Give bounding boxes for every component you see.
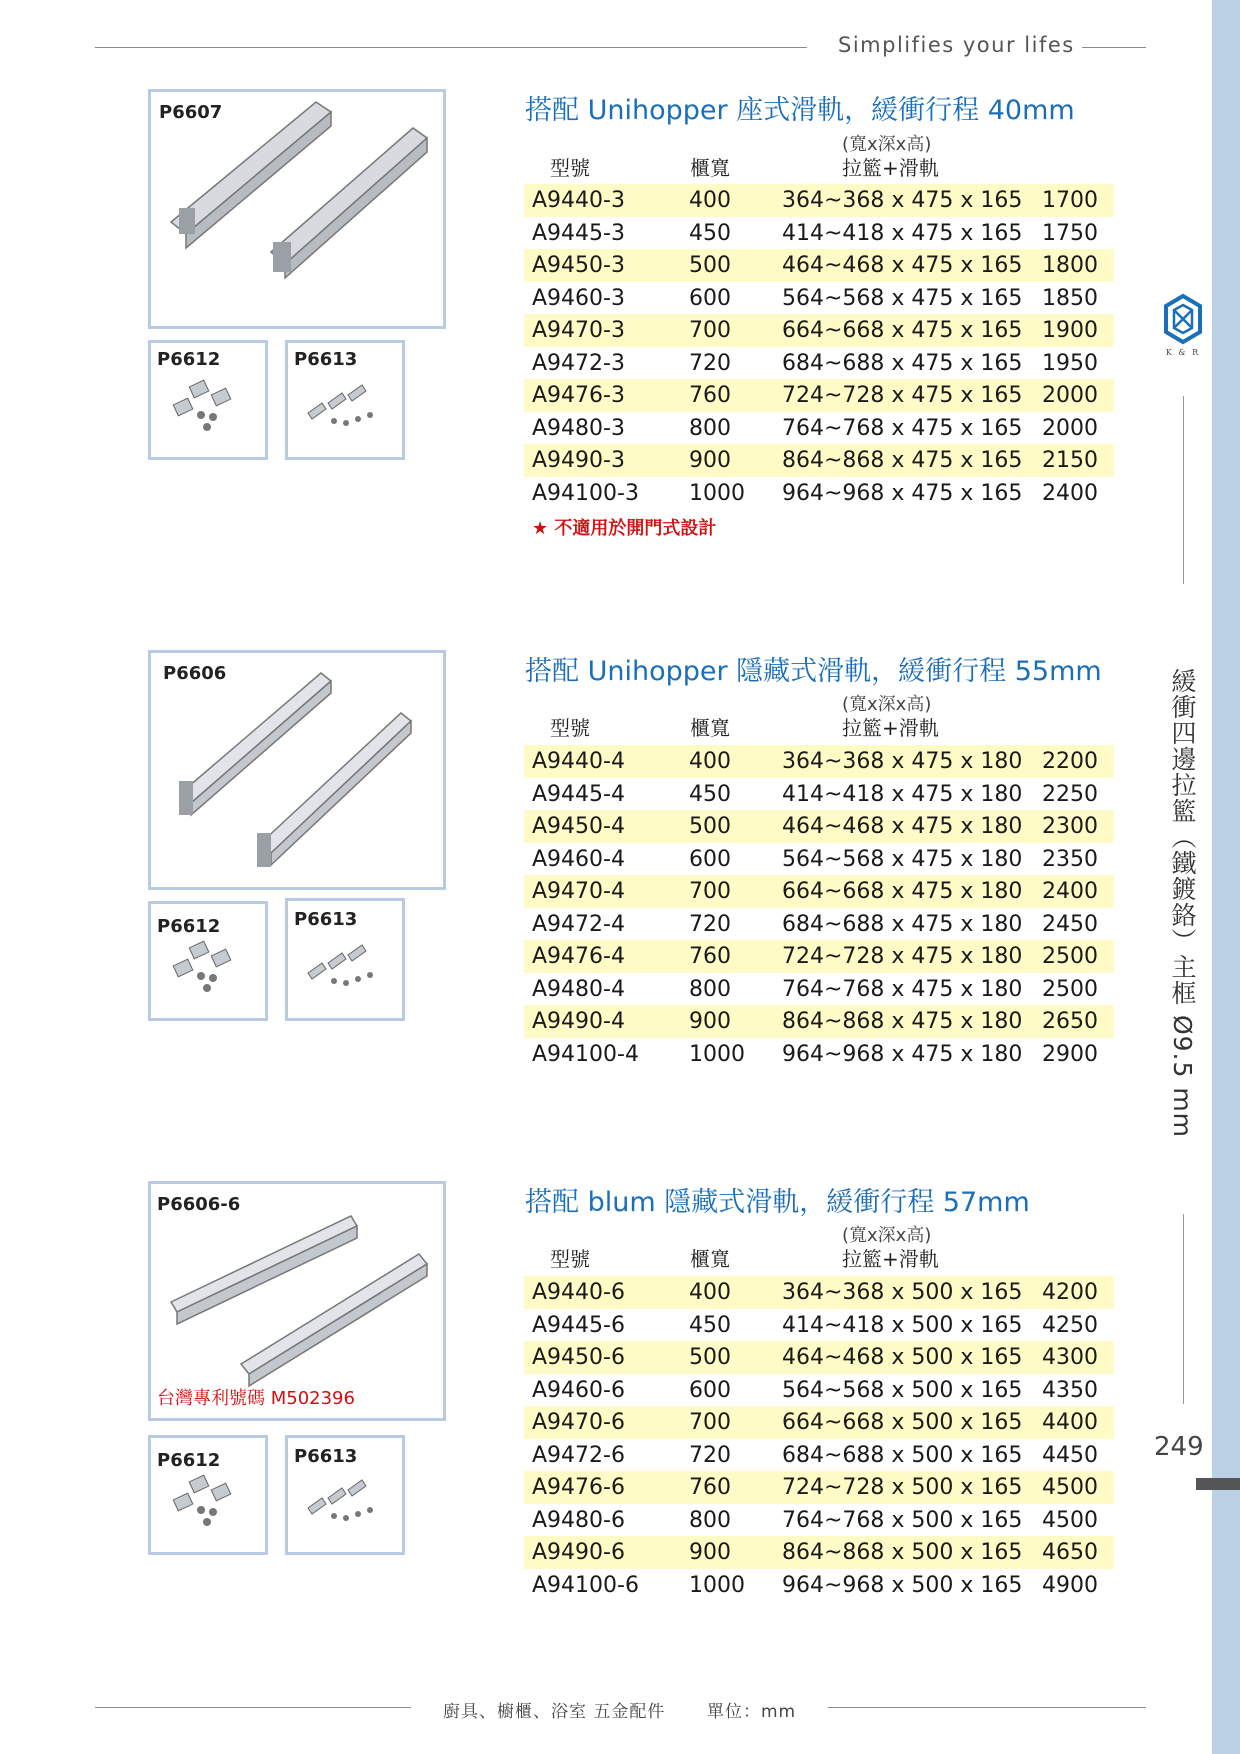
col-header-width: 櫃寬 (690, 156, 730, 180)
brand-logo-text: K & R (1165, 348, 1201, 357)
header-rule-right (1082, 47, 1146, 48)
table-row: A94100-4 1000 964~968 x 475 x 180 2900 (532, 1041, 1098, 1067)
product-image-main (148, 650, 446, 890)
table-row: A9476-6 760 724~728 x 500 x 165 4500 (524, 1471, 1114, 1504)
image-label: P6606-6 (157, 1194, 241, 1215)
bracket-set-icon (288, 343, 402, 457)
col-header-dims: 拉籃+滑軌 (842, 156, 939, 180)
table-row: A94100-6 1000 964~968 x 500 x 165 4900 (532, 1572, 1098, 1598)
table-row: A9460-3 600 564~568 x 475 x 165 1850 (532, 285, 1098, 311)
table-row: A9460-4 600 564~568 x 475 x 180 2350 (532, 846, 1098, 872)
accessory-image-p6613 (285, 898, 405, 1021)
footer-rule-right (828, 1707, 1146, 1708)
image-label: P6607 (159, 102, 223, 123)
table-row: A9450-3 500 464~468 x 475 x 165 1800 (524, 249, 1114, 282)
table-row: A9476-4 760 724~728 x 475 x 180 2500 (524, 940, 1114, 973)
accessory-image-p6612 (148, 1435, 268, 1555)
clip-set-icon (151, 343, 265, 457)
image-label: P6612 (157, 916, 221, 937)
table-row: A9472-4 720 684~688 x 475 x 180 2450 (532, 911, 1098, 937)
header-tagline: Simplifies your lifes (838, 33, 1075, 57)
spec-table (524, 184, 1114, 509)
table-row: A9440-4 400 364~368 x 475 x 180 2200 (524, 745, 1114, 778)
table-row: A9480-3 800 764~768 x 475 x 165 2000 (532, 415, 1098, 441)
table-row: A9450-4 500 464~468 x 475 x 180 2300 (524, 810, 1114, 843)
bracket-set-icon (288, 901, 402, 1018)
clip-set-icon (151, 904, 265, 1018)
col-header-width: 櫃寬 (690, 1247, 730, 1271)
table-row: A9470-4 700 664~668 x 475 x 180 2400 (524, 875, 1114, 908)
slide-rail-pair-icon (151, 92, 443, 326)
footer-rule-left (95, 1707, 411, 1708)
table-row: A9470-3 700 664~668 x 475 x 165 1900 (524, 314, 1114, 347)
image-label: P6612 (157, 349, 221, 370)
footer-category: 廚具、櫥櫃、浴室 五金配件 (443, 1702, 666, 1722)
accessory-image-p6613 (285, 340, 405, 460)
table-row: A9460-6 600 564~568 x 500 x 165 4350 (532, 1377, 1098, 1403)
table-row: A9490-6 900 864~868 x 500 x 165 4650 (524, 1536, 1114, 1569)
footer-unit: 單位：mm (707, 1702, 797, 1722)
accessory-image-p6613 (285, 1435, 405, 1555)
side-rule-bottom (1183, 1214, 1184, 1404)
dims-note: (寬x深x高) (842, 1225, 932, 1246)
col-header-model: 型號 (550, 1247, 590, 1271)
product-image-main (148, 1181, 446, 1421)
col-header-model: 型號 (550, 156, 590, 180)
table-row: A9445-6 450 414~418 x 500 x 165 4250 (532, 1312, 1098, 1338)
table-row: A9440-6 400 364~368 x 500 x 165 4200 (524, 1276, 1114, 1309)
slide-rail-pair-icon (151, 653, 443, 887)
section-title: 搭配 Unihopper 座式滑軌，緩衝行程 40mm (525, 95, 1075, 126)
table-row: A9480-6 800 764~768 x 500 x 165 4500 (532, 1507, 1098, 1533)
table-row: A9472-6 720 684~688 x 500 x 165 4450 (532, 1442, 1098, 1468)
table-row: A9445-4 450 414~418 x 475 x 180 2250 (532, 781, 1098, 807)
table-row: A9490-3 900 864~868 x 475 x 165 2150 (524, 444, 1114, 477)
accessory-image-p6612 (148, 901, 268, 1021)
accessory-image-p6612 (148, 340, 268, 460)
table-row: A9445-3 450 414~418 x 475 x 165 1750 (532, 220, 1098, 246)
table-row: A9476-3 760 724~728 x 475 x 165 2000 (524, 379, 1114, 412)
clip-set-icon (151, 1438, 265, 1552)
image-label: P6613 (294, 909, 358, 930)
side-category-title: 緩衝四邊拉籃（鐵鍍鉻）主框 Ø9.5 mm (1168, 668, 1197, 1139)
spec-table (524, 1276, 1114, 1601)
section-title: 搭配 Unihopper 隱藏式滑軌，緩衝行程 55mm (525, 656, 1102, 687)
col-header-width: 櫃寬 (690, 716, 730, 740)
image-label: P6613 (294, 349, 358, 370)
header-rule-left (95, 47, 807, 48)
col-header-dims: 拉籃+滑軌 (842, 1247, 939, 1271)
table-row: A9440-3 400 364~368 x 475 x 165 1700 (524, 184, 1114, 217)
dims-note: (寬x深x高) (842, 134, 932, 155)
patent-number: 台灣專利號碼 M502396 (157, 1388, 355, 1409)
table-row: A9470-6 700 664~668 x 500 x 165 4400 (524, 1406, 1114, 1439)
dims-note: (寬x深x高) (842, 694, 932, 715)
side-rule-top (1183, 396, 1184, 584)
section-note: ★ 不適用於開門式設計 (532, 518, 717, 539)
bracket-set-icon (288, 1438, 402, 1552)
spec-table (524, 745, 1114, 1070)
table-row: A9450-6 500 464~468 x 500 x 165 4300 (524, 1341, 1114, 1374)
table-row: A9490-4 900 864~868 x 475 x 180 2650 (524, 1005, 1114, 1038)
side-color-band (1212, 0, 1240, 1754)
table-row: A9472-3 720 684~688 x 475 x 165 1950 (532, 350, 1098, 376)
page-marker-bar (1196, 1478, 1240, 1490)
section-title: 搭配 blum 隱藏式滑軌，緩衝行程 57mm (525, 1187, 1030, 1218)
col-header-dims: 拉籃+滑軌 (842, 716, 939, 740)
product-image-main (148, 89, 446, 329)
table-row: A9480-4 800 764~768 x 475 x 180 2500 (532, 976, 1098, 1002)
slide-rail-pair-icon (151, 1184, 443, 1418)
page-number: 249 (1154, 1432, 1204, 1462)
image-label: P6612 (157, 1450, 221, 1471)
image-label: P6606 (163, 663, 227, 684)
col-header-model: 型號 (550, 716, 590, 740)
table-row: A94100-3 1000 964~968 x 475 x 165 2400 (532, 480, 1098, 506)
image-label: P6613 (294, 1446, 358, 1467)
